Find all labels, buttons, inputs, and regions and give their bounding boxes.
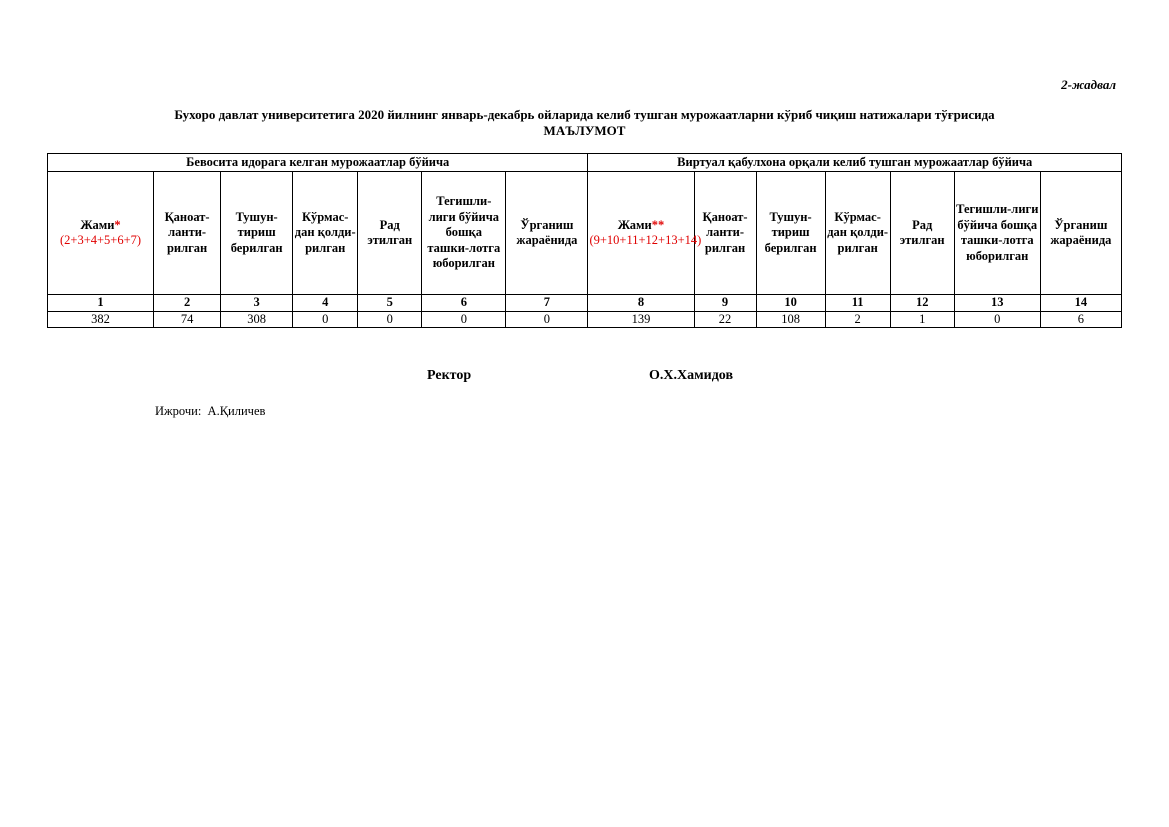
column-number: 10 [756,295,825,312]
column-header-row [48,172,1122,295]
header-explained: Тушун-тириш берилган [756,172,825,295]
column-number: 12 [890,295,954,312]
column-number: 3 [221,295,293,312]
header-forwarded: Тегишли-лиги бўйича бошқа ташки-лотга юборилган [954,172,1040,295]
value-cell: 0 [358,311,422,328]
header-not-considered: Кўрмас-дан қолди-рилган [293,172,358,295]
header-not-considered: Кўрмас-дан қолди-рилган [825,172,890,295]
group-header-row [48,154,1122,172]
column-number: 1 [48,295,154,312]
header-total-virtual [588,172,702,295]
total-label: Жами [80,217,115,232]
total-formula: (9+10+11+12+13+14) [589,233,702,247]
column-number: 14 [1040,295,1121,312]
value-cell: 2 [825,311,890,328]
column-number: 13 [954,295,1040,312]
header-total-direct [48,172,154,295]
executor-line [155,404,265,419]
column-number: 9 [694,295,756,312]
header-in-study: Ўрганиш жараёнида [506,172,588,295]
executor-label: Ижрочи: [155,404,202,418]
column-number: 5 [358,295,422,312]
value-cell: 308 [221,311,293,328]
column-number: 7 [506,295,588,312]
value-cell: 139 [588,311,694,328]
appeals-table [47,153,1122,328]
column-number: 11 [825,295,890,312]
values-row [48,311,1122,328]
total-label: Жами [617,217,652,232]
document-title [0,107,1169,139]
value-cell: 22 [694,311,756,328]
column-number: 8 [588,295,694,312]
value-cell: 108 [756,311,825,328]
value-cell: 0 [293,311,358,328]
value-cell: 1 [890,311,954,328]
signatory-role: Ректор [427,368,472,383]
column-number: 2 [154,295,221,312]
value-cell: 6 [1040,311,1121,328]
total-formula: (2+3+4+5+6+7) [60,233,142,247]
table-label: 2-жадвал [1061,77,1116,92]
header-forwarded: Тегишли-лиги бўйича бошқа ташки-лотга юборилган [422,172,506,295]
value-cell: 382 [48,311,154,328]
signatory-name: О.Х.Хамидов [649,368,734,383]
header-in-study: Ўрганиш жараёнида [1040,172,1121,295]
header-rejected: Рад этилган [358,172,422,295]
footnote-mark: * [114,217,121,232]
value-cell: 74 [154,311,221,328]
header-satisfied: Қаноат-ланти-рилган [694,172,756,295]
value-cell: 0 [954,311,1040,328]
executor-name: А.Қиличев [207,404,266,418]
group-direct-header: Бевосита идорага келган мурожаатлар бўйича [48,154,588,172]
header-rejected: Рад этилган [890,172,954,295]
column-number: 4 [293,295,358,312]
title-line-2: МАЪЛУМОТ [543,123,626,138]
value-cell: 0 [422,311,506,328]
title-line-1: Бухоро давлат университетига 2020 йилнинг январь-декабрь ойларида келиб тушган мурожаатларни кўриб чиқиш натижалари тўғрисида [174,107,995,122]
footnote-mark: ** [651,217,665,232]
header-satisfied: Қаноат-ланти-рилган [154,172,221,295]
column-number: 6 [422,295,506,312]
value-cell: 0 [506,311,588,328]
column-number-row [48,295,1122,312]
header-explained: Тушун-тириш берилган [221,172,293,295]
group-virtual-header: Виртуал қабулхона орқали келиб тушган мурожаатлар бўйича [588,154,1122,172]
